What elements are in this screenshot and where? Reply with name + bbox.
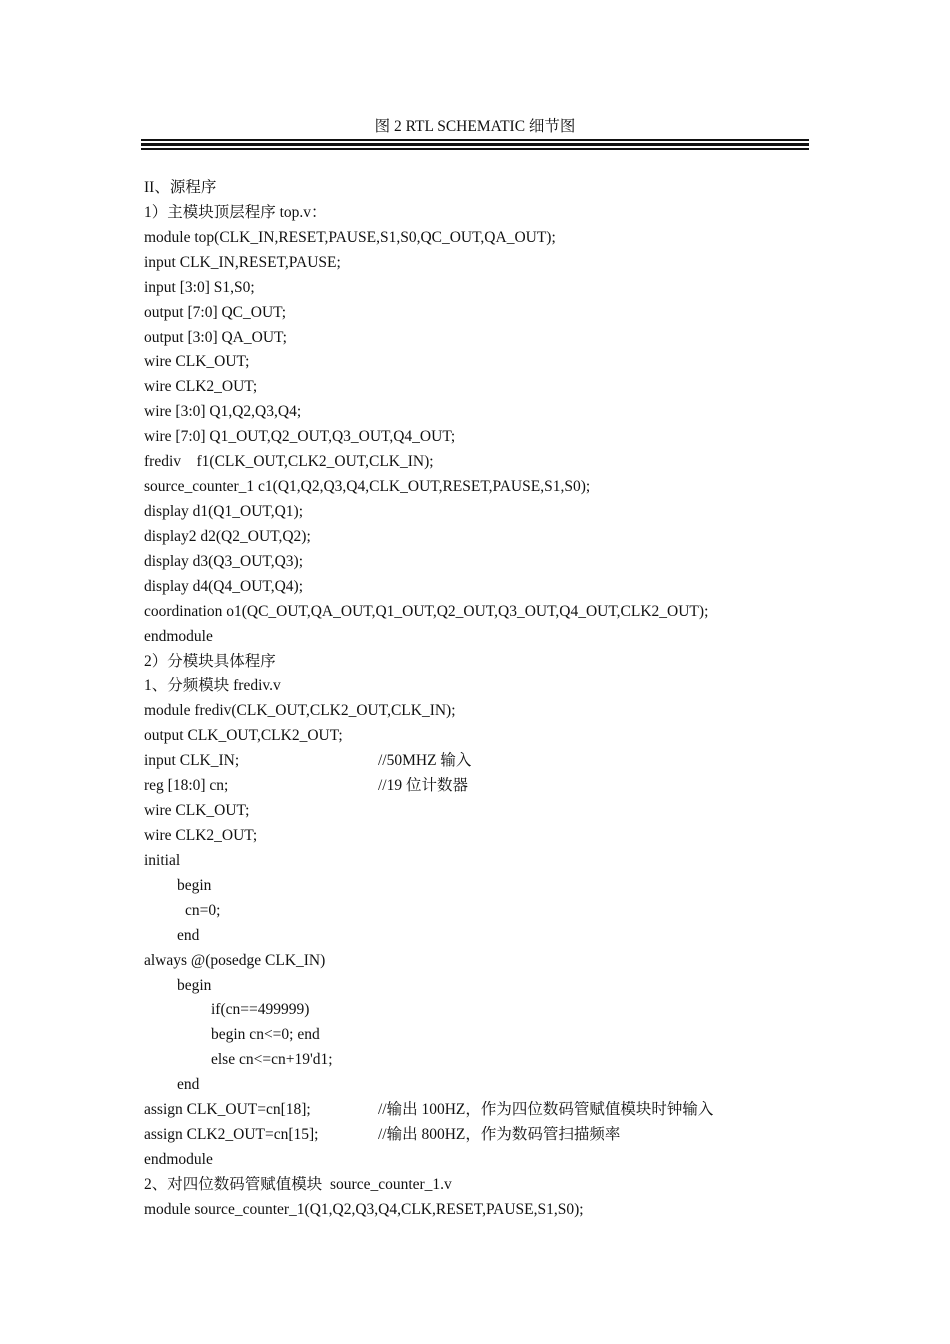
- code-text: else cn<=cn+19'd1;: [211, 1051, 333, 1069]
- code-line: [144, 525, 824, 550]
- code-line: [144, 600, 824, 625]
- code-text: input CLK_IN;: [144, 752, 240, 770]
- code-line: [144, 749, 824, 774]
- code-text: module source_counter_1(Q1,Q2,Q3,Q4,CLK,RESET,PAUSE,S1,S0);: [144, 1200, 584, 1218]
- code-line: [144, 1073, 824, 1098]
- code-line: [144, 251, 824, 276]
- code-text: if(cn==499999): [211, 1001, 310, 1019]
- code-text: input CLK_IN,RESET,PAUSE;: [144, 253, 341, 271]
- code-text: display d4(Q4_OUT,Q4);: [144, 577, 303, 595]
- code-line: [144, 899, 824, 924]
- code-line: [144, 650, 824, 675]
- code-text: output [3:0] QA_OUT;: [144, 328, 287, 346]
- code-line: [144, 949, 824, 974]
- code-text: wire CLK_OUT;: [144, 802, 250, 820]
- code-line: [144, 350, 824, 375]
- code-comment: //19 位计数器: [378, 777, 468, 795]
- code-line: [144, 874, 824, 899]
- code-text: 1）主模块顶层程序 top.v：: [144, 203, 327, 221]
- code-text: end: [177, 926, 200, 944]
- code-line: [144, 1098, 824, 1123]
- code-text: endmodule: [144, 627, 213, 645]
- code-text: wire CLK2_OUT;: [144, 826, 258, 844]
- source-code-listing: [144, 176, 824, 1223]
- code-line: [144, 450, 824, 475]
- code-text: wire CLK_OUT;: [144, 353, 250, 371]
- code-text: wire [3:0] Q1,Q2,Q3,Q4;: [144, 403, 302, 421]
- code-text: input [3:0] S1,S0;: [144, 278, 255, 296]
- divider-rule-bottom: [141, 148, 809, 150]
- code-line: [144, 824, 824, 849]
- code-text: display d1(Q1_OUT,Q1);: [144, 502, 303, 520]
- code-line: [144, 550, 824, 575]
- code-line: [144, 1048, 824, 1073]
- code-line: [144, 475, 824, 500]
- code-text: wire [7:0] Q1_OUT,Q2_OUT,Q3_OUT,Q4_OUT;: [144, 428, 456, 446]
- code-line: [144, 924, 824, 949]
- code-line: [144, 724, 824, 749]
- code-line: [144, 1148, 824, 1173]
- code-text: end: [177, 1076, 200, 1094]
- divider-rule-top: [141, 139, 809, 141]
- code-line: [144, 774, 824, 799]
- code-text: output CLK_OUT,CLK2_OUT;: [144, 727, 343, 745]
- code-line: [144, 1198, 824, 1223]
- code-line: [144, 674, 824, 699]
- code-line: [144, 375, 824, 400]
- code-text: begin cn<=0; end: [211, 1026, 320, 1044]
- code-line: [144, 176, 824, 201]
- code-comment: //输出 800HZ，作为数码管扫描频率: [378, 1126, 621, 1144]
- code-text: wire CLK2_OUT;: [144, 378, 258, 396]
- code-line: [144, 1123, 824, 1148]
- code-line: [144, 301, 824, 326]
- code-comment: //50MHZ 输入: [378, 752, 472, 770]
- code-line: [144, 276, 824, 301]
- code-text: display2 d2(Q2_OUT,Q2);: [144, 527, 311, 545]
- code-line: [144, 625, 824, 650]
- code-text: II、源程序: [144, 179, 217, 196]
- code-line: [144, 326, 824, 351]
- code-text: coordination o1(QC_OUT,QA_OUT,Q1_OUT,Q2_OUT,Q3_OUT,Q4_OUT,CLK2_OUT);: [144, 602, 709, 620]
- code-line: [144, 201, 824, 226]
- code-text: reg [18:0] cn;: [144, 777, 229, 795]
- divider-rule-middle: [141, 143, 809, 146]
- code-line: [144, 849, 824, 874]
- code-line: [144, 1023, 824, 1048]
- code-text: endmodule: [144, 1150, 213, 1168]
- code-comment: //输出 100HZ，作为四位数码管赋值模块时钟输入: [378, 1101, 714, 1119]
- code-line: [144, 1173, 824, 1198]
- code-text: module top(CLK_IN,RESET,PAUSE,S1,S0,QC_OUT,QA_OUT);: [144, 228, 556, 246]
- code-line: [144, 425, 824, 450]
- code-line: [144, 226, 824, 251]
- code-text: 2）分模块具体程序: [144, 652, 276, 670]
- figure-caption: 图 2 RTL SCHEMATIC 细节图: [374, 118, 576, 135]
- code-text: begin: [177, 976, 212, 994]
- code-line: [144, 699, 824, 724]
- code-text: assign CLK2_OUT=cn[15];: [144, 1126, 319, 1144]
- code-text: initial: [144, 851, 181, 869]
- code-text: 2、对四位数码管赋值模块 source_counter_1.v: [144, 1175, 452, 1193]
- code-text: assign CLK_OUT=cn[18];: [144, 1101, 311, 1119]
- code-text: cn=0;: [185, 901, 221, 919]
- code-line: [144, 998, 824, 1023]
- code-line: [144, 974, 824, 999]
- code-line: [144, 799, 824, 824]
- code-text: begin: [177, 876, 212, 894]
- code-line: [144, 500, 824, 525]
- code-line: [144, 575, 824, 600]
- code-text: module frediv(CLK_OUT,CLK2_OUT,CLK_IN);: [144, 702, 456, 720]
- code-line: [144, 400, 824, 425]
- code-text: output [7:0] QC_OUT;: [144, 303, 287, 321]
- code-text: frediv f1(CLK_OUT,CLK2_OUT,CLK_IN);: [144, 453, 434, 471]
- code-text: source_counter_1 c1(Q1,Q2,Q3,Q4,CLK_OUT,RESET,PAUSE,S1,S0);: [144, 478, 591, 496]
- code-text: always @(posedge CLK_IN): [144, 951, 326, 969]
- code-text: display d3(Q3_OUT,Q3);: [144, 552, 303, 570]
- code-text: 1、分频模块 frediv.v: [144, 677, 281, 695]
